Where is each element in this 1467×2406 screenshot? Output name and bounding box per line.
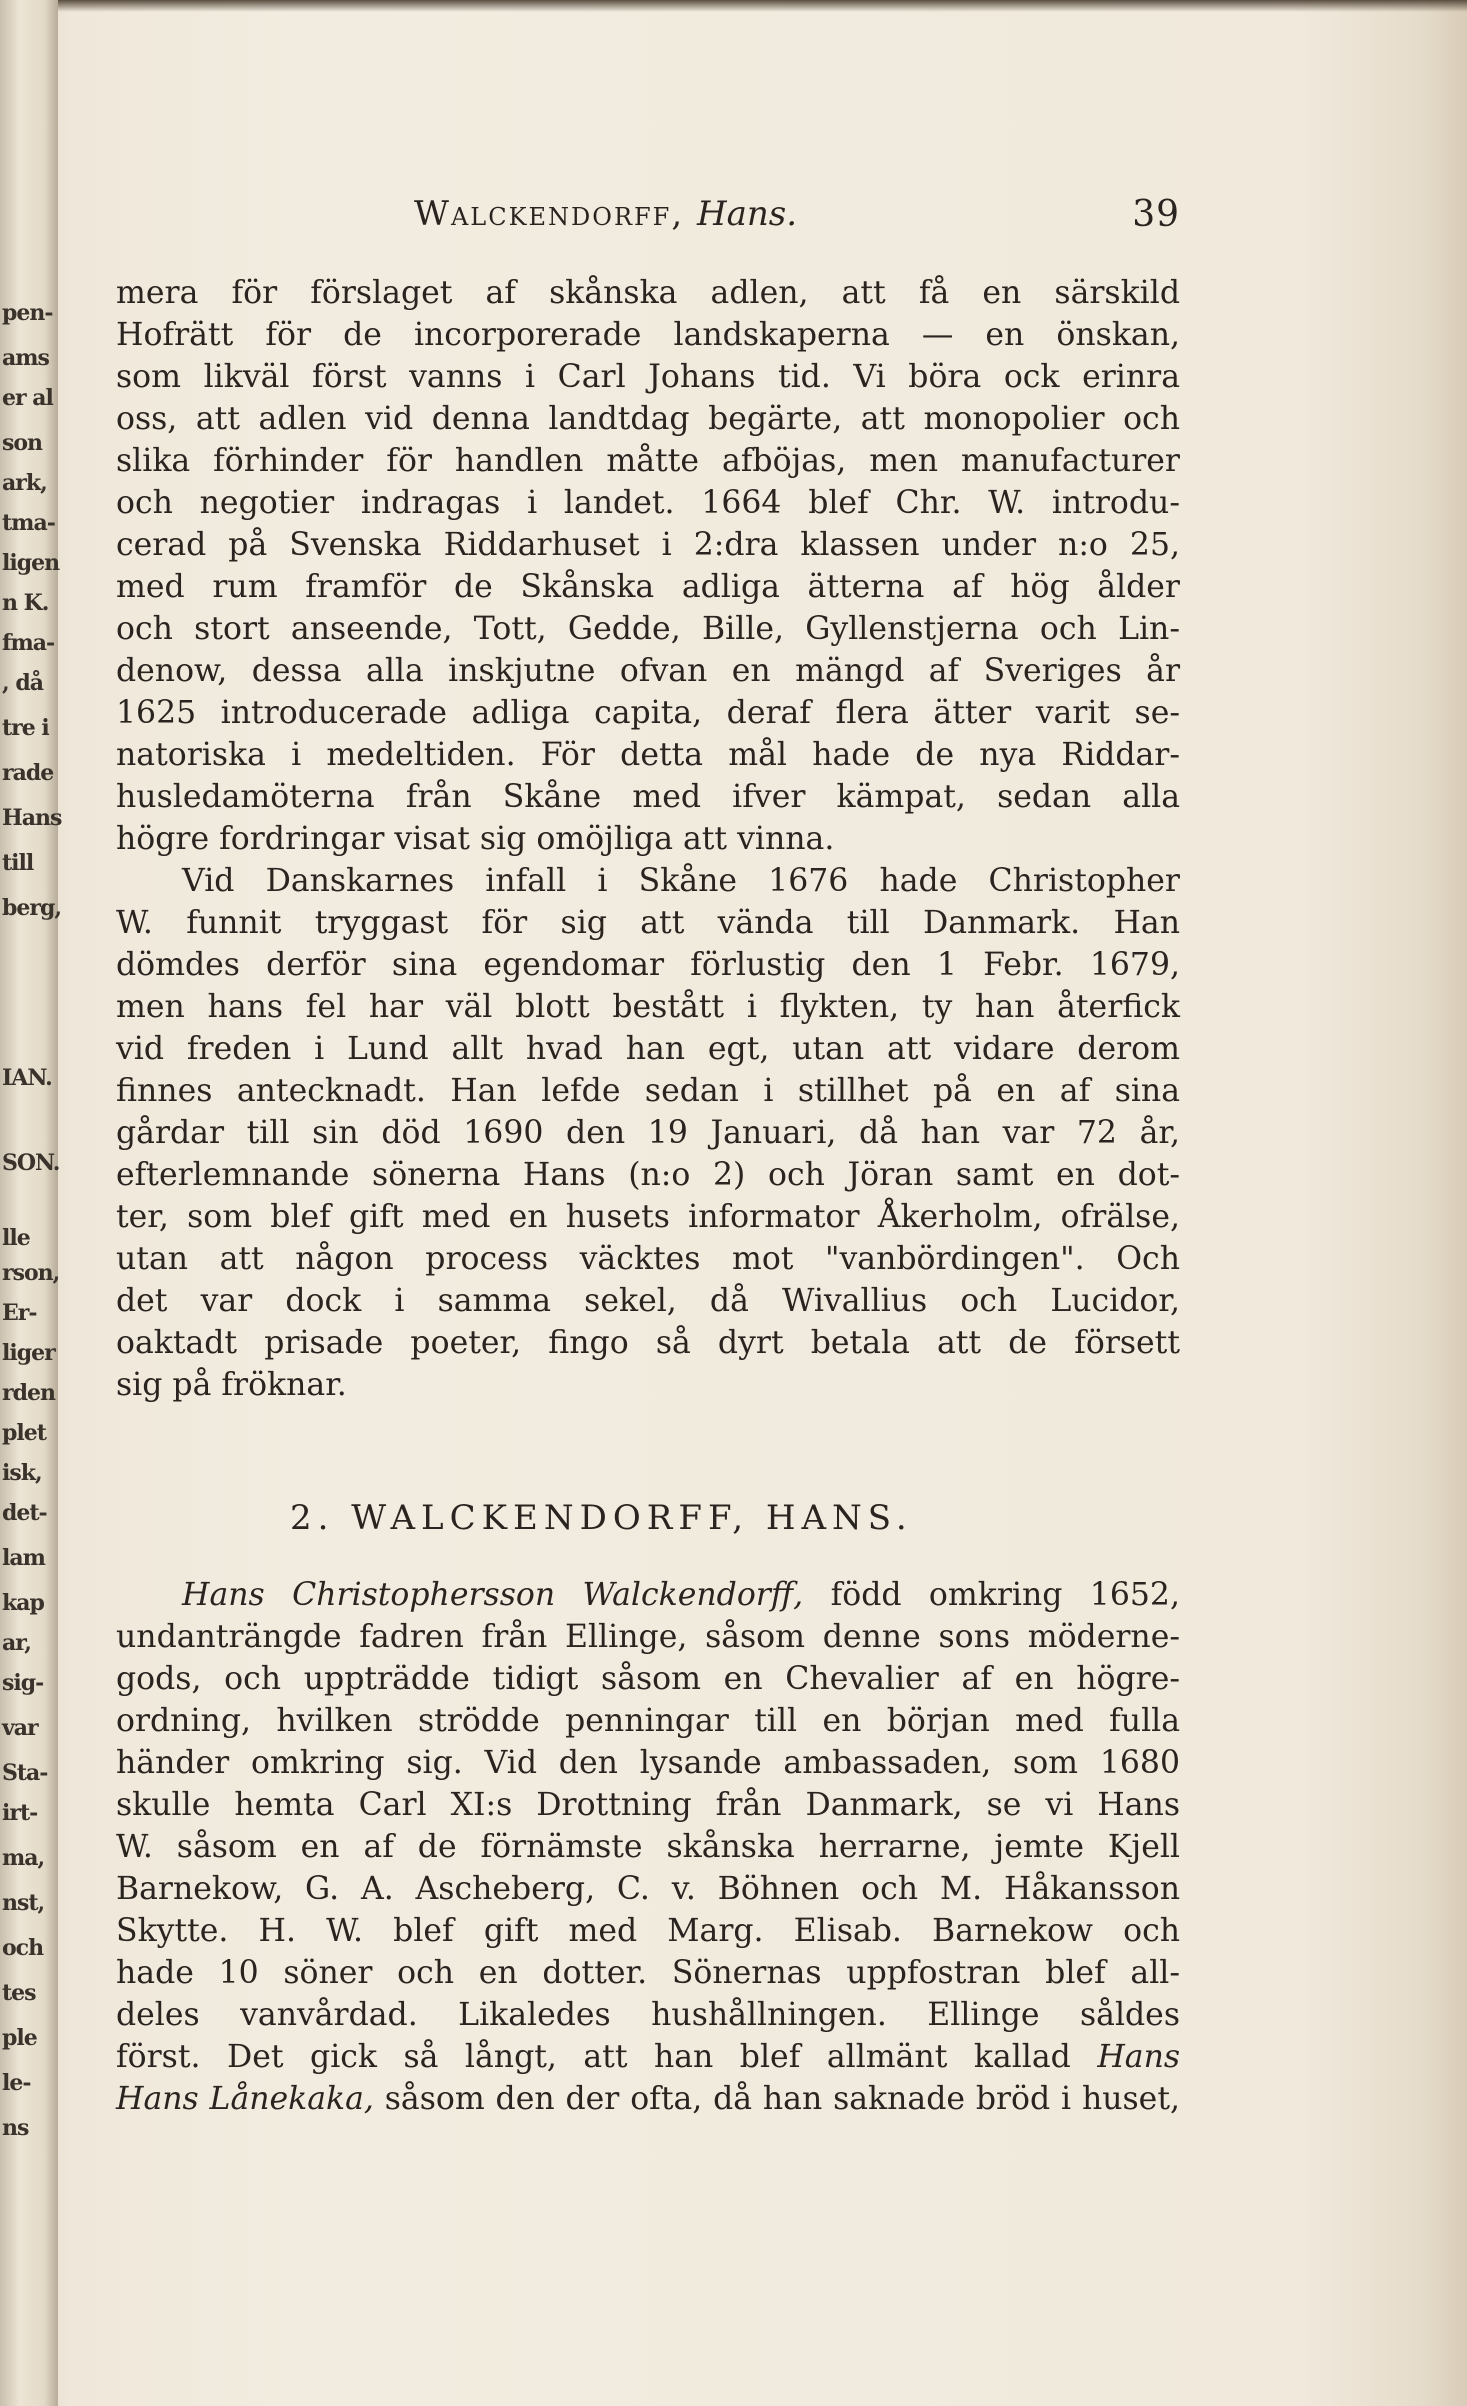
text-line: som likväl först vanns i Carl Johans tid. Vi böra ock erinra: [116, 359, 1180, 395]
facing-page-fragment: Hans: [2, 805, 62, 831]
text-line: gods, och uppträdde tidigt såsom en Chevalier af en högre-: [116, 1661, 1180, 1697]
facing-page-fragment: irt-: [2, 1800, 38, 1826]
text-line: gårdar till sin död 1690 den 19 Januari, då han var 72 år,: [116, 1115, 1180, 1151]
facing-page-fragment: rden: [2, 1380, 55, 1406]
text-line: utan att någon process väcktes mot "vanbördingen". Och: [116, 1241, 1180, 1277]
text-line: husledamöterna från Skåne med ifver kämpat, sedan alla: [116, 779, 1180, 815]
paragraph-3-last-line: [116, 2078, 1180, 2120]
facing-page-gutter: [0, 0, 62, 2406]
text-line: ter, som blef gift med en husets informator Åkerholm, ofrälse,: [116, 1199, 1180, 1235]
text-line: högre fordringar visat sig omöjliga att vinna.: [116, 821, 835, 857]
text-line: men hans fel har väl blott bestått i flykten, ty han återfick: [116, 989, 1180, 1025]
paragraph-1: [116, 272, 1180, 860]
text-line: 1625 introducerade adliga capita, deraf flera ätter varit se-: [116, 695, 1180, 731]
text-line: slika förhinder för handlen måtte afböjas, men manufacturer: [116, 443, 1180, 479]
facing-page-fragment: plet: [2, 1420, 46, 1446]
facing-page-fragment: rson,: [2, 1260, 60, 1286]
page-top-edge: [30, 0, 1467, 12]
facing-page-fragment: pen-: [2, 300, 53, 326]
text-line: finnes antecknadt. Han lefde sedan i stillhet på en af sina: [116, 1073, 1180, 1109]
facing-page-fragment: berg,: [2, 895, 62, 921]
text-line: ordning, hvilken strödde penningar till en början med fulla: [116, 1703, 1180, 1739]
facing-page-fragment: nst,: [2, 1890, 45, 1916]
text-line: Hofrätt för de incorporerade landskaperna — en önskan,: [116, 317, 1180, 353]
facing-page-fragment: n K.: [2, 590, 49, 616]
section-heading: 2. WALCKENDORFF, HANS.: [290, 1498, 913, 1538]
text-line: händer omkring sig. Vid den lysande ambassaden, som 1680: [116, 1745, 1180, 1781]
facing-page-fragment: ligen: [2, 550, 60, 576]
facing-page-fragment: isk,: [2, 1460, 42, 1486]
paragraph-3-first-line: [116, 1574, 1180, 1616]
facing-page-fragment: och: [2, 1935, 44, 1961]
text-line: efterlemnande sönerna Hans (n:o 2) och Jöran samt en dot-: [116, 1157, 1180, 1193]
facing-page-fragment: tes: [2, 1980, 36, 2006]
facing-page-fragment: det-: [2, 1500, 47, 1526]
paragraph-3: [116, 1574, 1180, 2120]
text-line: hade 10 söner och en dotter. Sönernas uppfostran blef all-: [116, 1955, 1180, 1991]
facing-page-fragment: liger: [2, 1340, 55, 1366]
running-header: [414, 194, 1180, 242]
text-segment: först. Det gick så långt, att han blef allmänt kallad: [116, 2039, 1071, 2075]
text-line: Barnekow, G. A. Ascheberg, C. v. Böhnen och M. Håkansson: [116, 1871, 1180, 1907]
text-line: vid freden i Lund allt hvad han egt, utan att vidare derom: [116, 1031, 1180, 1067]
facing-page-fragment: ams: [2, 345, 49, 371]
first-line-rest: född omkring 1652,: [830, 1577, 1180, 1613]
paragraph-2: [116, 860, 1180, 1406]
text-line: denow, dessa alla inskjutne ofvan en mängd af Sveriges år: [116, 653, 1180, 689]
text-line: sig på fröknar.: [116, 1367, 347, 1403]
facing-page-fragment: , då: [2, 670, 43, 696]
text-line: och stort anseende, Tott, Gedde, Bille, Gyllenstjerna och Lin-: [116, 611, 1180, 647]
text-line: W. funnit tryggast för sig att vända till Danmark. Han: [116, 905, 1180, 941]
facing-page-fragment: ns: [2, 2115, 29, 2141]
text-line: natoriska i medeltiden. För detta mål hade de nya Riddar-: [116, 737, 1180, 773]
text-line: det var dock i samma sekel, då Wivallius och Lucidor,: [116, 1283, 1180, 1319]
facing-page-fragment: ar,: [2, 1630, 31, 1656]
text-line: cerad på Svenska Riddarhuset i 2:dra klassen under n:o 25,: [116, 527, 1180, 563]
facing-page-fragment: till: [2, 850, 34, 876]
facing-page-fragment: Er-: [2, 1300, 37, 1326]
text-line: oaktadt prisade poeter, fingo så dyrt betala att de försett: [116, 1325, 1180, 1361]
running-head-name: Walckendorff,: [414, 194, 685, 234]
text-line: [116, 2036, 1180, 2078]
running-head-title: [414, 194, 797, 234]
text-line: undanträngde fadren från Ellinge, såsom denne sons möderne-: [116, 1619, 1180, 1655]
facing-page-fragment: ma,: [2, 1845, 45, 1871]
nickname-first-word-italic: Hans: [1097, 2039, 1181, 2075]
text-line: Skytte. H. W. blef gift med Marg. Elisab. Barnekow och: [116, 1913, 1180, 1949]
page-number: 39: [1132, 194, 1180, 235]
facing-page-fragment: SON.: [2, 1150, 60, 1176]
text-line: dömdes derför sina egendomar förlustig den 1 Febr. 1679,: [116, 947, 1180, 983]
facing-page-fragment: sig-: [2, 1670, 44, 1696]
text-line: med rum framför de Skånska adliga ätterna af hög ålder: [116, 569, 1180, 605]
text-line: deles vanvårdad. Likaledes hushållningen. Ellinge såldes: [116, 1997, 1180, 2033]
facing-page-fragment: fma-: [2, 630, 55, 656]
facing-page-fragment: kap: [2, 1590, 44, 1616]
paragraph-3-lines: [116, 1616, 1180, 2078]
facing-page-fragment: var: [2, 1715, 38, 1741]
facing-page-fragment: lam: [2, 1545, 45, 1571]
text-line: Vid Danskarnes infall i Skåne 1676 hade Christopher: [182, 863, 1180, 899]
last-line-rest: såsom den der ofta, då han saknade bröd i huset,: [384, 2081, 1180, 2117]
text-line: skulle hemta Carl XI:s Drottning från Danmark, se vi Hans: [116, 1787, 1180, 1823]
facing-page-fragment: lle: [2, 1225, 30, 1251]
facing-page-fragment: ple: [2, 2025, 37, 2051]
text-line: oss, att adlen vid denna landtdag begärte, att monopolier och: [116, 401, 1180, 437]
person-name-italic: Hans Christophersson Walckendorff,: [182, 1577, 804, 1613]
facing-page-fragment: IAN.: [2, 1065, 52, 1091]
facing-page-fragment: er al: [2, 385, 53, 411]
text-line: och negotier indragas i landet. 1664 blef Chr. W. introdu-: [116, 485, 1180, 521]
facing-page-fragment: ark,: [2, 470, 47, 496]
facing-page-fragment: tre i: [2, 715, 49, 741]
running-head-given-name: Hans.: [696, 194, 798, 234]
facing-page-fragment: son: [2, 430, 43, 456]
facing-page-fragment: le-: [2, 2070, 31, 2096]
text-line: mera för förslaget af skånska adlen, att få en särskild: [116, 275, 1180, 311]
facing-page-fragment: tma-: [2, 510, 55, 536]
text-line: W. såsom en af de förnämste skånska herrarne, jemte Kjell: [116, 1829, 1180, 1865]
facing-page-fragment: Sta-: [2, 1760, 48, 1786]
nickname-italic: Hans Lånekaka,: [116, 2081, 374, 2117]
facing-page-fragment: rade: [2, 760, 54, 786]
